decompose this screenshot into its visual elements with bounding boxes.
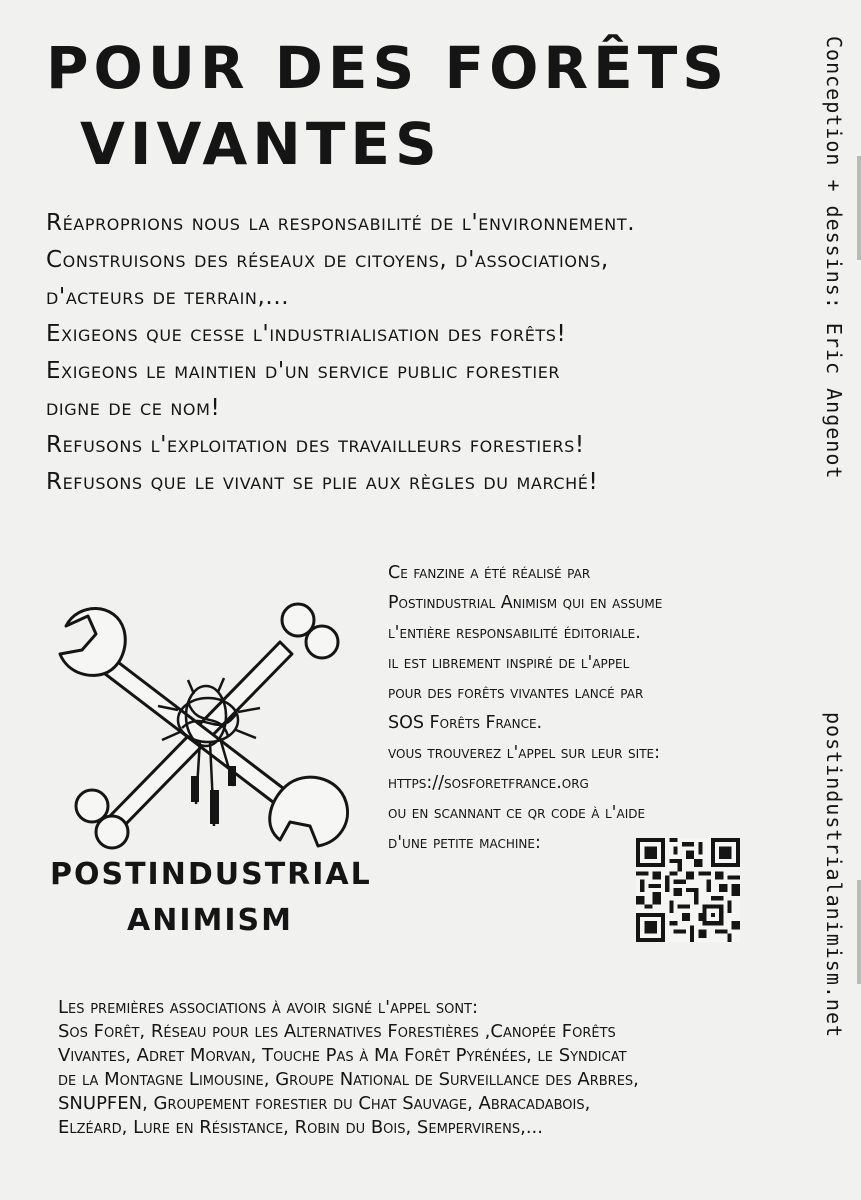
signers-line: Vivantes, Adret Morvan, Touche Pas à Ma Forêt Pyrénées, le Syndicat bbox=[58, 1045, 627, 1066]
signatories-list bbox=[58, 996, 798, 1140]
manifesto-line: Refusons que le vivant se plie aux règles du marché! bbox=[46, 469, 599, 495]
signers-line: SNUPFEN, Groupement forestier du Chat Sauvage, Abracadabois, bbox=[58, 1093, 591, 1114]
signers-line: Les premières associations à avoir signé l'appel sont: bbox=[58, 997, 479, 1018]
info-line: pour des forêts vivantes lancé par bbox=[388, 683, 644, 703]
signers-line: Sos Forêt, Réseau pour les Alternatives Forestières ,Canopée Forêts bbox=[58, 1021, 616, 1042]
manifesto-line: Exigeons que cesse l'industrialisation des forêts! bbox=[46, 321, 567, 347]
brand-name bbox=[50, 852, 370, 944]
info-line: l'entière responsabilité éditoriale. bbox=[388, 623, 641, 643]
info-line: SOS Forêts France. bbox=[388, 713, 543, 733]
info-text bbox=[388, 558, 808, 858]
manifesto-line: Refusons l'exploitation des travailleurs forestiers! bbox=[46, 432, 585, 458]
page-edge-mark bbox=[857, 156, 861, 260]
info-line: vous trouverez l'appel sur leur site: bbox=[388, 743, 661, 763]
manifesto-text bbox=[46, 205, 806, 501]
crossed-wrench-bone-icon bbox=[48, 590, 368, 850]
manifesto-line: digne de ce nom! bbox=[46, 395, 221, 421]
info-line: Postindustrial Animism qui en assume bbox=[388, 593, 663, 613]
info-line: ou en scannant ce qr code à l'aide bbox=[388, 803, 646, 823]
sidebar-credit: Conception + dessins: Eric Angenot bbox=[822, 36, 846, 480]
signers-line: de la Montagne Limousine, Groupe National de Surveillance des Arbres, bbox=[58, 1069, 639, 1090]
info-line: il est librement inspiré de l'appel bbox=[388, 653, 630, 673]
manifesto-line: Réaproprions nous la responsabilité de l'environnement. bbox=[46, 210, 636, 236]
qr-code-icon[interactable] bbox=[636, 838, 740, 942]
brand-line-1: POSTINDUSTRIAL bbox=[50, 857, 372, 892]
manifesto-line: Exigeons le maintien d'un service public forestier bbox=[46, 358, 561, 384]
brand-line-2: ANIMISM bbox=[127, 903, 293, 938]
page-title bbox=[46, 30, 786, 182]
manifesto-line: Construisons des réseaux de citoyens, d'associations, bbox=[46, 247, 609, 273]
sidebar-url[interactable]: postindustrialanimism.net bbox=[822, 712, 846, 1039]
signers-line: Elzéard, Lure en Résistance, Robin du Bois, Sempervirens,... bbox=[58, 1117, 543, 1138]
title-line-2: VIVANTES bbox=[80, 110, 442, 178]
page-edge-mark bbox=[857, 880, 861, 984]
manifesto-line: d'acteurs de terrain,... bbox=[46, 284, 290, 310]
info-url[interactable]: https://sosforetfrance.org bbox=[388, 773, 589, 793]
title-line-1: POUR DES FORÊTS bbox=[46, 34, 730, 102]
info-line: Ce fanzine a été réalisé par bbox=[388, 563, 591, 583]
info-line: d'une petite machine: bbox=[388, 833, 541, 853]
